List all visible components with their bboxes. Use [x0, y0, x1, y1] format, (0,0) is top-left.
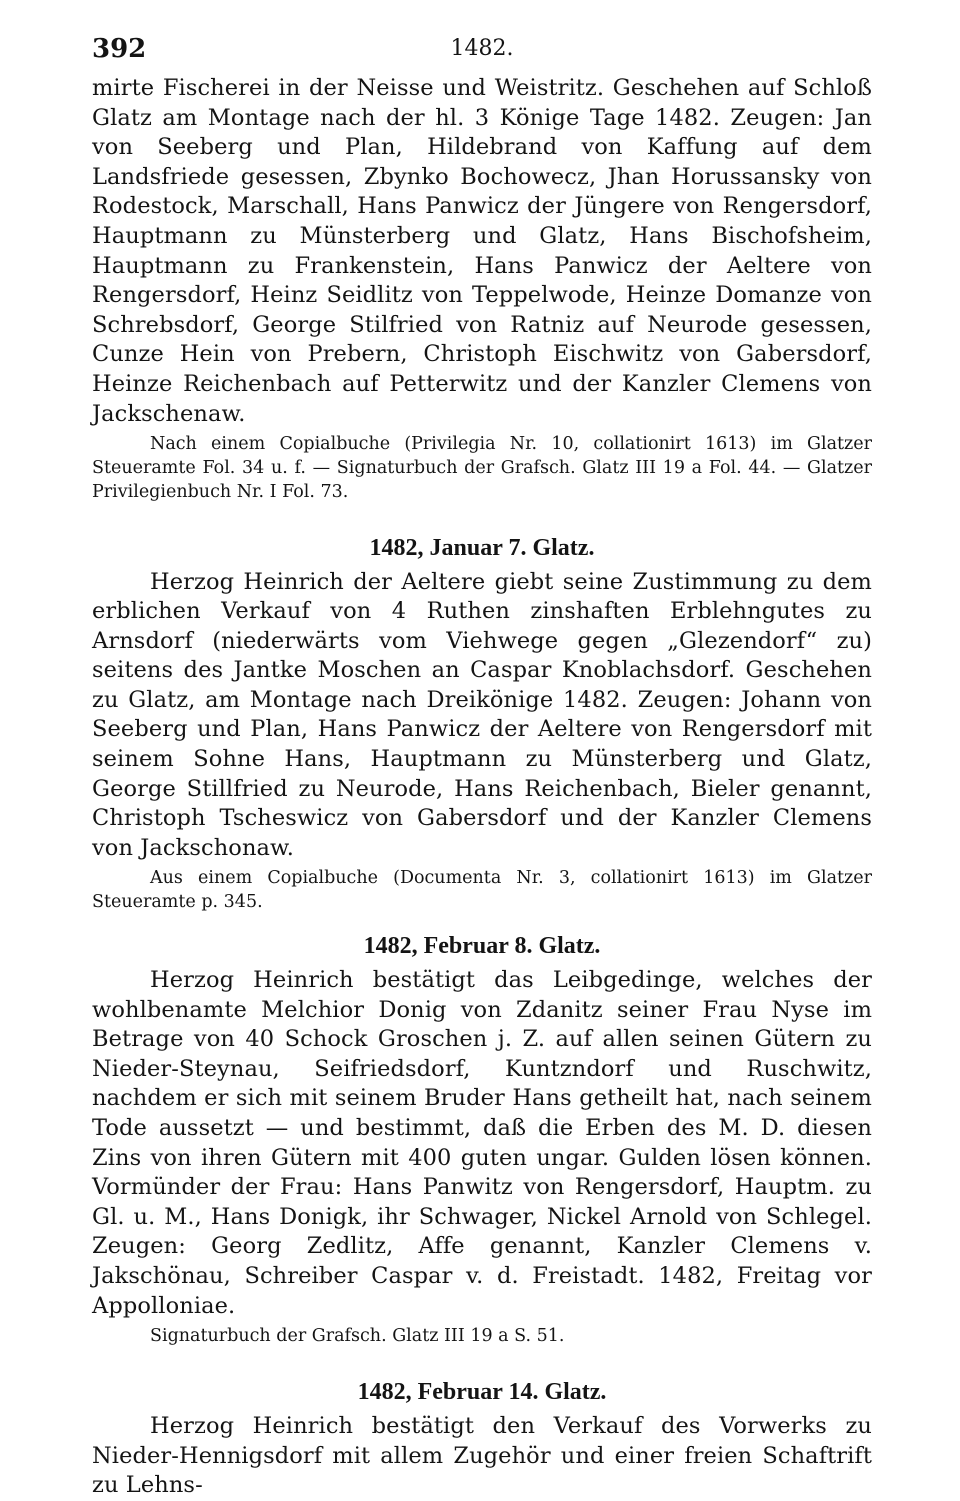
continuation-source-note: Nach einem Copialbuche (Privilegia Nr. 10, collationirt 1613) im Glatzer Steueramte Fol. 34 u. f. — Signaturbuch der Grafsch. Glatz III 19 a Fol. 44. — Glatzer Privilegienbuch Nr. I Fol. 73. [92, 434, 872, 502]
entry-heading-februar-8: 1482, Februar 8. Glatz. [363, 933, 601, 960]
entry-text-januar-7: Herzog Heinrich der Aeltere giebt seine Zustimmung zu dem erblichen Verkauf von 4 Ruthen zinshaften Erblehngutes zu Arnsdorf (niederwärts vom Viehwege gegen „Glezendorf“ zu) seitens des Jantke Moschen an Caspar Knoblachsdorf. Geschehen zu Glatz, am Montage nach Dreikönige 1482. Zeugen: Johann von Seeberg und Plan, Hans Panwicz der Aeltere von Rengersdorf mit seinem Sohne Hans, Hauptmann zu Münsterberg und Glatz, George Stillfried zu Neurode, Hans Reichenbach, Bieler genannt, Christoph Tscheswicz von Gabersdorf und der Kanzler Clemens von Jackschonaw. [92, 568, 872, 861]
entry-heading-februar-14: 1482, Februar 14. Glatz. [357, 1378, 607, 1405]
entry-heading-januar-7: 1482, Januar 7. Glatz. [369, 534, 595, 561]
page-number: 392 [92, 34, 147, 64]
document-page [92, 30, 872, 1501]
continuation-paragraph: mirte Fischerei in der Neisse und Weistritz. Geschehen auf Schloß Glatz am Montage nach der hl. 3 Könige Tage 1482. Zeugen: Jan von Seeberg und Plan, Hildebrand von Kaffung auf dem Landsfriede gesessen, Zbynko Bochowecz, Jhan Horussansky von Rodestock, Marschall, Hans Panwicz der Jüngere von Rengersdorf, Hauptmann zu Münsterberg und Glatz, Hans Bischofsheim, Hauptmann zu Frankenstein, Hans Panwicz der Aeltere von Rengersdorf, Heinz Seidlitz von Teppelwode, Heinze Domanze von Schrebsdorf, George Stilfried von Ratniz auf Neurode gesessen, Cunze Hein von Prebern, Christoph Eischwitz von Gabersdorf, Heinze Reichenbach auf Petterwitz und der Kanzler Clemens von Jackschenaw. [92, 75, 872, 427]
page-header [92, 30, 872, 74]
entry-source-januar-7: Aus einem Copialbuche (Documenta Nr. 3, collationirt 1613) im Glatzer Steueramte p. 345. [92, 868, 872, 913]
entry-text-februar-14: Herzog Heinrich bestätigt den Verkauf des Vorwerks zu Nieder-Hennigsdorf mit allem Zugehör und einer freien Schaftrift zu Lehns- [92, 1412, 872, 1499]
running-head: 1482. [450, 36, 514, 61]
entry-text-februar-8: Herzog Heinrich bestätigt das Leibgedinge, welches der wohlbenamte Melchior Donig von Zdanitz seiner Frau Nyse im Betrage von 40 Schock Groschen j. Z. auf allen seinen Gütern zu Nieder-Steynau, Seifriedsdorf, Kuntzndorf und Ruschwitz, nachdem er sich mit seinem Bruder Hans getheilt hat, nach seinem Tode aussetzt — und bestimmt, daß die Erben des M. D. diesen Zins von ihren Gütern mit 400 guten ungar. Gulden lösen können. Vormünder der Frau: Hans Panwitz von Rengersdorf, Hauptm. zu Gl. u. M., Hans Donigk, ihr Schwager, Nickel Arnold von Schlegel. Zeugen: Georg Zedlitz, Affe genannt, Kanzler Clemens v. Jakschönau, Schreiber Caspar v. d. Freistadt. 1482, Freitag vor Appolloniae. [92, 967, 872, 1319]
entry-source-februar-8: Signaturbuch der Grafsch. Glatz III 19 a S. 51. [150, 1326, 565, 1347]
